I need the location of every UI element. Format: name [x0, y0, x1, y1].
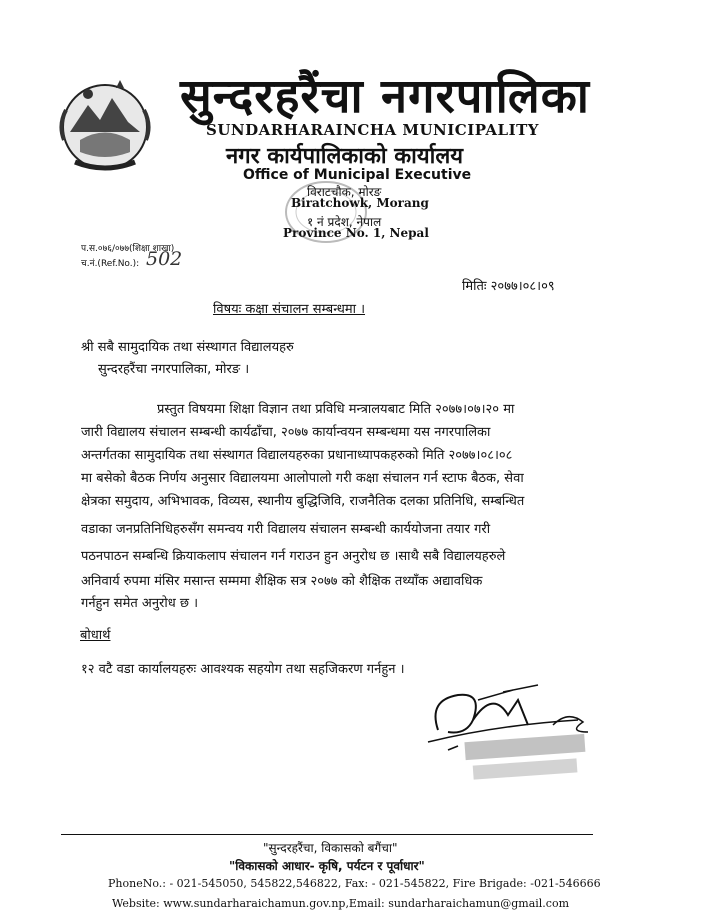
- letter-number: प.स.०७६/०७७(शिक्षा शाखा): [81, 244, 175, 254]
- letter-date: मितिः २०७७।०८।०९: [462, 279, 555, 294]
- recipient-line2: सुन्दरहरैंचा नगरपालिका, मोरङ ।: [98, 362, 250, 377]
- footer-website-email: Website: www.sundarharaichamun.gov.np,Email: sundarharaichamun@gmail.com: [112, 897, 570, 910]
- recipient-line1: श्री सबै सामुदायिक तथा संस्थागत विद्यालयहरु: [81, 340, 294, 355]
- municipality-title-english: SUNDARHARAINCHA MUNICIPALITY: [206, 121, 539, 139]
- footer-slogan-1: "सुन्दरहरैंचा, विकासको बगैंचा": [263, 841, 398, 855]
- designation-stamp: [455, 728, 595, 798]
- address-line1-english: Biratchowk, Morang: [291, 196, 429, 210]
- body-line-4: मा बसेको बैठक निर्णय अनुसार विद्यालयमा आलोपालो गरी कक्षा संचालन गर्न स्टाफ बैठक, सेवा: [81, 471, 524, 486]
- letter-subject: विषयः कक्षा संचालन सम्बन्धमा ।: [213, 302, 366, 317]
- body-line-6: वडाका जनप्रतिनिधिहरुसँग समन्वय गरी विद्यालय संचालन सम्बन्धी कार्ययोजना तयार गरी: [81, 522, 491, 537]
- body-line-9: गर्नहुन समेत अनुरोध छ ।: [81, 596, 199, 611]
- body-line-3: अन्तर्गतका सामुदायिक तथा संस्थागत विद्यालयहरुका प्रधानाध्यापकहरुको मिति २०७७।०८।०८: [81, 448, 513, 463]
- cc-recipients: १२ वटै वडा कार्यालयहरुः आवश्यक सहयोग तथा सहजिकरण गर्नहुन ।: [81, 662, 405, 677]
- address-line2-english: Province No. 1, Nepal: [283, 226, 429, 240]
- cc-label: बोधार्थ: [80, 628, 111, 643]
- body-line-7: पठनपाठन सम्बन्धि क्रियाकलाप संचालन गर्न गराउन हुन अनुरोध छ ।साथै सबै विद्यालयहरुले: [81, 549, 506, 564]
- body-line-1: प्रस्तुत विषयमा शिक्षा विज्ञान तथा प्रविधि मन्त्रालयबाट मिति २०७७।०७।२० मा: [157, 402, 515, 417]
- address-line1-nepali: विराटचौक, मोरङ: [307, 185, 382, 199]
- reference-number-handwritten: 502: [146, 248, 183, 270]
- footer-divider: [61, 834, 593, 835]
- nepal-emblem-logo: [50, 70, 160, 180]
- reference-number-label: च.नं.(Ref.No.):: [81, 259, 140, 269]
- footer-contact-phones: PhoneNo.: - 021-545050, 545822,546822, Fax: - 021-545822, Fire Brigade: -021-546666: [108, 877, 601, 890]
- office-title-english: Office of Municipal Executive: [243, 167, 472, 183]
- municipality-title-nepali: सुन्दरहरैंचा नगरपालिका: [180, 69, 590, 124]
- address-line2-nepali: १ नं प्रदेश, नेपाल: [307, 215, 382, 229]
- office-title-nepali: नगर कार्यपालिकाको कार्यालय: [226, 144, 463, 169]
- body-line-8: अनिवार्य रुपमा मंसिर मसान्त सम्ममा शैक्षिक सत्र २०७७ को शैक्षिक तथ्याँक अद्यावधिक: [81, 574, 483, 589]
- footer-slogan-2: "विकासको आधार- कृषि, पर्यटन र पूर्वाधार": [229, 859, 425, 873]
- body-line-2: जारी विद्यालय संचालन सम्बन्धी कार्यढाँचा, २०७७ कार्यान्वयन सम्बन्धमा यस नगरपालिका: [81, 425, 491, 440]
- body-line-5: क्षेत्रका समुदाय, अभिभावक, विव्यस, स्थानीय बुद्धिजिवि, राजनैतिक दलका प्रतिनिधि, सम्बन्धित: [81, 494, 525, 509]
